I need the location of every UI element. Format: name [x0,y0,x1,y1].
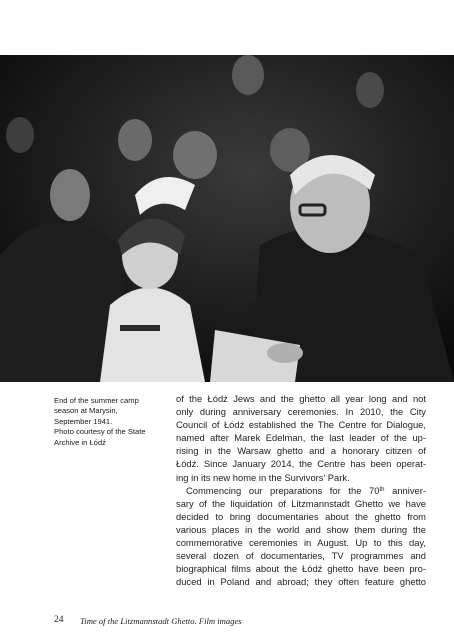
body-line: various places in the world and show them during the [176,523,426,535]
body-line: commemorative ceremonies in August. Up to this day, [176,537,426,549]
body-line: several dozen of documentaries, TV programmes and [176,550,426,562]
photo-caption [54,396,166,448]
body-line: decided to bring documentaries about the ghetto from [176,510,426,522]
body-line: Council of Łódź established the The Centre for Dialogue, [176,419,426,431]
body-line: of the Łódź Jews and the ghetto all year long and not [176,393,426,404]
caption-line: season at Marysin, [54,406,118,416]
body-line: duced in Poland and abroad; they often feature ghetto [176,576,426,588]
body-line: named after Marek Edelman, the last leader of the up- [176,432,426,444]
body-line: ing in its new home in the Survivors’ Park. [176,471,350,483]
caption-line: Photo courtesy of the State [54,427,146,437]
body-line-fragment: Commencing our preparations for the 70 [186,484,380,496]
body-line: rising in the Warsaw ghetto and a honorary citizen of [176,445,426,457]
body-line [176,484,426,497]
running-title: Time of the Litzmannstadt Ghetto. Film images [80,616,242,626]
ordinal-suffix: th [379,486,385,493]
body-line-fragment: anniver- [384,484,426,496]
body-line: Łódź. Since January 2014, the Centre has been operat- [176,458,426,470]
caption-line: Archive in Łódź [54,437,106,447]
archival-photo [0,55,454,382]
body-line: sary of the liquidation of Litzmannstadt Ghetto we have [176,497,426,509]
caption-line: September 1941. [54,416,113,426]
body-text [176,392,426,588]
page-number: 24 [54,615,64,625]
caption-line: End of the summer camp [54,396,139,405]
body-line: biographical films about the Łódź ghetto have been pro- [176,563,426,575]
body-line: only during anniversary ceremonies. In 2010, the City [176,406,426,418]
